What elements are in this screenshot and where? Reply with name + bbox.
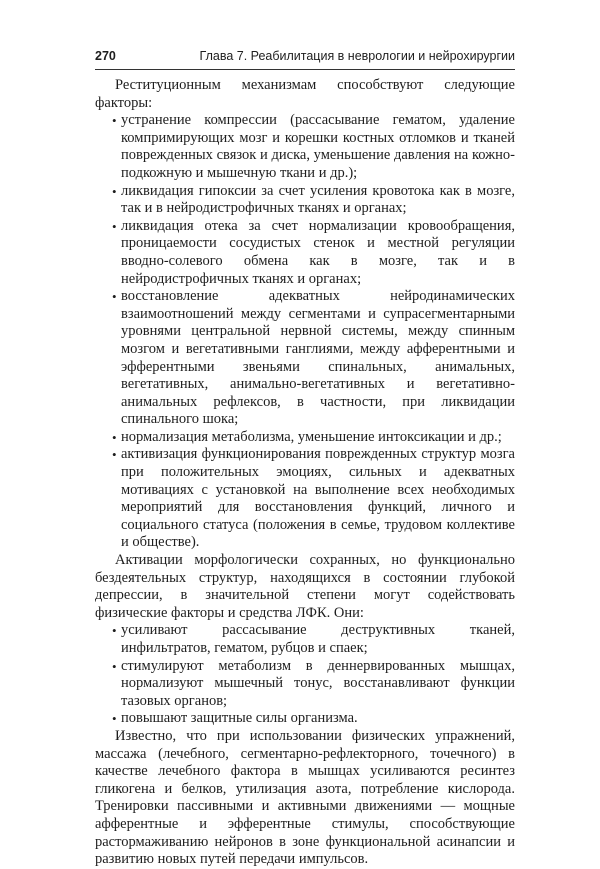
physical-factors-list [95, 622, 515, 728]
list-item [95, 218, 515, 288]
list-item-text: ликвидация отека за счет нормализации кровообращения, проницаемости сосудистых стенок и местной регуляции вводно-солевого обмена как в мозге, так и в нейродистрофичных тканях и органах; [121, 217, 515, 287]
list-item [95, 710, 515, 728]
paragraph-closing: Известно, что при использовании физических упражнений, массажа (лечебного, сегментарно-рефлекторного, точечного) в качестве лечебного фактора в мышцах усиливаются ресинтез гликогена и белков, утилизация азота, потребление кислорода. Тренировки пассивными и активными движениями — мощные афферентные и эфферентные стимулы, способствующие растормаживанию нейронов в зоне функциональной асинапсии и развитию новых путей передачи импульсов. [95, 727, 515, 868]
bullet-icon: • [112, 289, 117, 305]
list-item [95, 622, 515, 657]
running-head: Глава 7. Реабилитация в неврологии и нейрохирургии [199, 49, 515, 63]
list-item-text: активизация функционирования поврежденных структур мозга при положительных эмоциях, сильных и адекватных мотивациях с установкой на выполнение всех необходимых мероприятий для восстановления функций, личного и социального статуса (положения в семье, трудовом коллективе и обществе). [121, 446, 515, 551]
bullet-icon: • [112, 218, 117, 234]
paragraph-restitution-intro: Реституционным механизмам способствуют следующие факторы: [95, 77, 515, 111]
list-item-text: повышают защитные силы организма. [121, 710, 358, 727]
page-number: 270 [95, 49, 116, 63]
bullet-icon: • [112, 447, 117, 463]
list-item-text: восстановление адекватных нейродинамических взаимоотношений между сегментами и супрасегментарными уровнями центральной нервной системы, между спинным мозгом и вегетативными ганглиями, между афферентными и эфферентными звеньями спинальных, анимальных, вегетативных, анимально-вегетативных и вегетативно-анимальных рефлексов, в частности, при ликвидации спинального шока; [121, 288, 515, 428]
list-item-text: стимулируют метаболизм в деннервированных мышцах, нормализуют мышечный тонус, восстанавливают функции тазовых органов; [121, 657, 515, 709]
list-item [95, 658, 515, 711]
page-header [95, 49, 515, 69]
bullet-icon: • [112, 113, 117, 129]
list-item-text: устранение компрессии (рассасывание гематом, удаление компримирующих мозг и корешки костных отломков и тканей поврежденных связок и диска, уменьшение давления на кожно-подкожную и мышечную ткани и др.); [121, 112, 515, 181]
list-item [95, 112, 515, 182]
list-item [95, 429, 515, 447]
list-item [95, 446, 515, 552]
bullet-icon: • [112, 711, 117, 727]
bullet-icon: • [112, 623, 117, 639]
bullet-icon: • [112, 429, 117, 445]
list-item [95, 183, 515, 218]
list-item-text: нормализация метаболизма, уменьшение интоксикации и др.; [121, 428, 502, 445]
list-item [95, 288, 515, 429]
paragraph-activation-intro: Активации морфологически сохранных, но функционально бездеятельных структур, находящихся в состоянии глубокой депрессии, в значительной степени могут содействовать физические факторы и средства ЛФК. Они: [95, 552, 515, 621]
list-item-text: усиливают рассасывание деструктивных тканей, инфильтратов, гематом, рубцов и спаек; [121, 622, 515, 656]
header-rule [95, 69, 515, 70]
restitution-factors-list [95, 112, 515, 552]
bullet-icon: • [112, 658, 117, 674]
bullet-icon: • [112, 183, 117, 199]
list-item-text: ликвидация гипоксии за счет усиления кровотока как в мозге, так и в нейродистрофичных тканях и органах; [121, 182, 515, 217]
